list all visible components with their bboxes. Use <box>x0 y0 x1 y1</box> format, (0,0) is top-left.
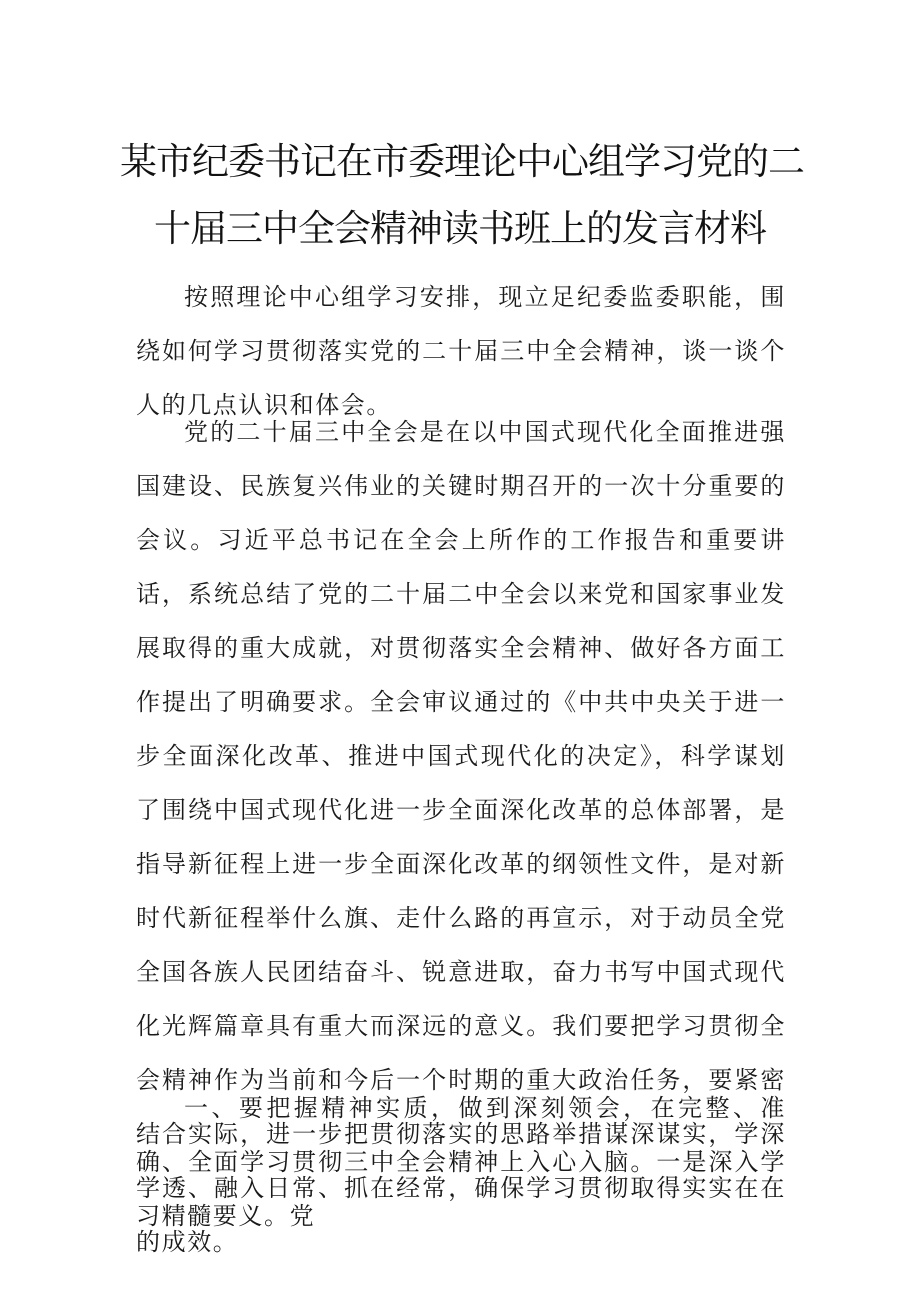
document-title-line-2: 十届三中全会精神读书班上的发言材料 <box>154 207 766 250</box>
paragraph-intro: 按照理论中心组学习安排，现立足纪委监委职能，围绕如何学习贯彻落实党的二十届三中全会精神，谈一谈个人的几点认识和体会。 <box>136 283 786 419</box>
paragraph-section-one: 一、要把握精神实质，做到深刻领会，在完整、准确、全面学习贯彻三中全会精神上入心入脑。一是深入学习精髓要义。党 <box>136 1094 786 1230</box>
paragraph-plenum-significance: 党的二十届三中全会是在以中国式现代化全面推进强国建设、民族复兴伟业的关键时期召开的一次十分重要的会议。习近平总书记在全会上所作的工作报告和重要讲话，系统总结了党的二十届二中全会以来党和国家事业发展取得的重大成就，对贯彻落实全会精神、做好各方面工作提出了明确要求。全会审议通过的《中共中央关于进一步全面深化改革、推进中国式现代化的决定》，科学谋划了围绕中国式现代化进一步全面深化改革的总体部署，是指导新征程上进一步全面深化改革的纲领性文件，是对新时代新征程举什么旗、走什么路的再宣示，对于动员全党全国各族人民团结奋斗、锐意进取，奋力书写中国式现代化光辉篇章具有重大而深远的意义。我们要把学习贯彻全会精神作为当前和今后一个时期的重大政治任务，要紧密结合实际，进一步把贯彻落实的思路举措谋深谋实，学深学透、融入日常、抓在经常，确保学习贯彻取得实实在在的成效。 <box>136 418 786 1256</box>
document-title-line-1: 某市纪委书记在市委理论中心组学习党的二 <box>120 140 804 183</box>
